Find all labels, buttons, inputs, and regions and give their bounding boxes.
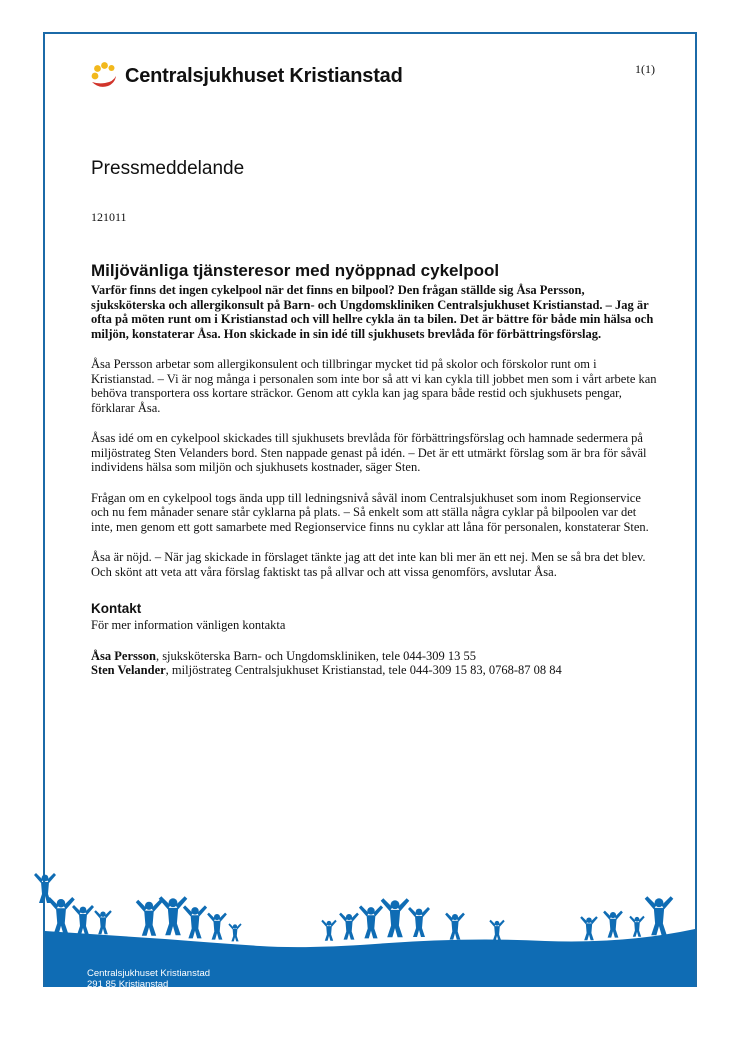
address-line: Centralsjukhuset Kristianstad: [87, 968, 211, 979]
contact-intro: För mer information vänligen kontakta: [91, 618, 286, 632]
lead-paragraph: Varför finns det ingen cykelpool när det finns en bilpool? Den frågan ställde sig Åsa Persson, sjuksköterska och allergikonsult på Barn- och Ungdomskliniken Centralsjukhuset Kristianstad. – Jag är ofta på möten runt om i Kristianstad och vill hellre cykla än ta bilen. Det är bättre för både min hälsa och miljön, konstaterar Åsa. Hon skickade in sin idé till sjukhusets brevlåda för förbättringsförslag.: [91, 283, 654, 341]
address-line: 044-309 10 00: [87, 990, 149, 1001]
contact-name: Sten Velander: [91, 663, 166, 677]
page-number: 1(1): [635, 62, 655, 76]
document-date: 121011: [91, 210, 127, 224]
footer-address: [87, 968, 210, 1001]
document-page: [43, 32, 697, 1001]
address-line: 291 85 Kristianstad: [87, 979, 169, 990]
body-paragraph: Åsa Persson arbetar som allergikonsulent och tillbringar mycket tid på skolor och förskolor runt om i Kristianstad. – Vi är nog många i personalen som inte bor så att vi kan cykla till jobbet men som i vårt arbete kan behöva transportera oss kortare sträckor. Genom att cykla kan jag spara både restid och sjukhusets pengar, förklarar Åsa.: [91, 357, 657, 415]
organization-logo: [89, 61, 403, 91]
contact-heading: Kontakt: [91, 601, 142, 616]
sun-dots-logo-icon: [89, 61, 119, 91]
website-link[interactable]: www.centralsjukhuset.nu: [574, 990, 679, 1001]
contact-person: [91, 649, 661, 664]
document-type: Pressmeddelande: [91, 158, 245, 179]
organization-name: Centralsjukhuset Kristianstad: [125, 64, 403, 87]
body-paragraph: Frågan om en cykelpool togs ända upp till ledningsnivå såväl inom Centralsjukhuset som inom Regionservice och nu fem månader senare står cyklarna på plats. – Så enkelt som att ställa några cyklar på bilpoolen var det inte, men genom ett gott samarbete med Regionservice finns nu cyklar att låna för personalen, konstaterar Sten.: [91, 490, 649, 534]
contact-details: , sjuksköterska Barn- och Ungdomskliniken, tele 044-309 13 55: [155, 648, 477, 663]
contact-details: , miljöstrateg Centralsjukhuset Kristianstad, tele 044-309 15 83, 0768-87 08 84: [165, 663, 562, 677]
headline: Miljövänliga tjänsteresor med nyöppnad cykelpool: [91, 261, 500, 280]
press-release-body: [91, 261, 661, 678]
body-paragraph: Åsa är nöjd. – När jag skickade in förslaget tänkte jag att det inte kan bli mer än ett nej. Men se så bra det blev. Och skönt att veta att våra förslag faktiskt tas på allvar och att vissa genomförs, avslutar Åsa.: [91, 550, 646, 579]
contact-name: Åsa Persson: [91, 648, 156, 663]
contact-person: [91, 663, 661, 678]
footer: [45, 889, 695, 1001]
body-paragraph: Åsas idé om en cykelpool skickades till sjukhusets brevlåda för förbättringsförslag och hamnade sedermera på miljöstrateg Sten Velanders bord. Sten nappade genast på idén. – Det är ett utmärkt förslag som är bra för såväl individens hälsa som miljön och sjukhusets kostnader, säger Sten.: [91, 431, 647, 474]
